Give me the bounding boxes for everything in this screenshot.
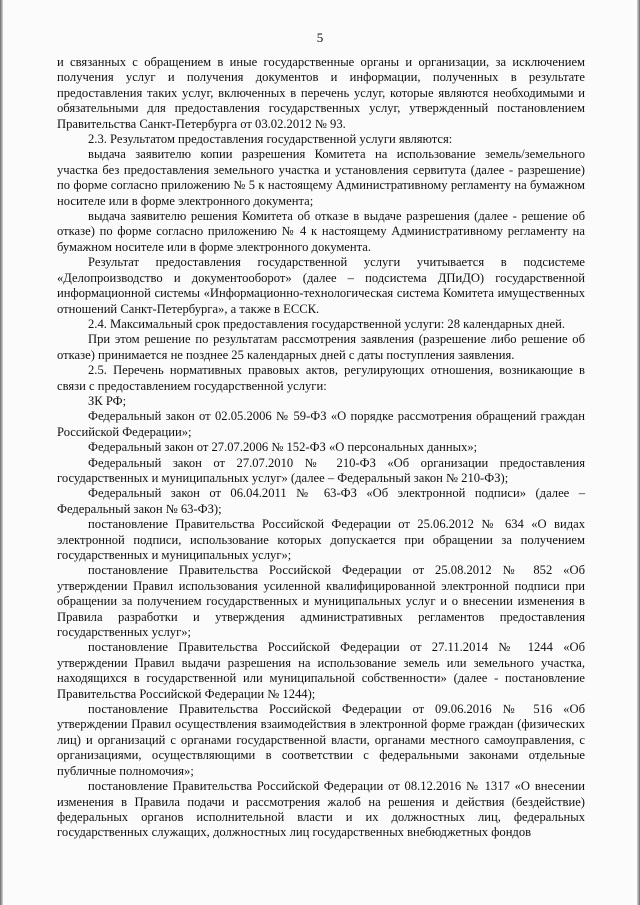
paragraph: ЗК РФ;: [88, 393, 127, 408]
paragraph: 2.5. Перечень нормативных правовых актов, регулирующих отношения, возникающие в связи с предоставлением государственной услуги:: [57, 363, 585, 393]
paragraph: Федеральный закон от 27.07.2010 № 210-ФЗ «Об организации предоставления государственных и муниципальных услуг» (далее – Федеральный закон № 210-ФЗ);: [57, 455, 585, 485]
paragraph: выдача заявителю копии разрешения Комитета на использование земель/земельного участка без предоставления земельного участка и установления сервитута (далее - разрешение) по форме согласно приложению № 5 к настоящему Административному регламенту на бумажном носителе или в форме электронного документа;: [57, 147, 585, 208]
paragraph: постановление Правительства Российской Федерации от 25.08.2012 № 852 «Об утверждении Правил использования усиленной квалифицированной электронной подписи при обращении за получением государственных и муниципальных услуг и о внесении изменения в Правила разработки и утверждения административных регламентов предоставления государственных услуг»;: [57, 563, 585, 640]
paragraph: и связанных с обращением в иные государственные органы и организации, за исключением получения услуг и получения документов и информации, полученных в результате предоставления таких услуг, включенных в перечень услуг, которые являются необходимыми и обязательными для предоставления государственных услуг, утвержденный постановлением Правительства Санкт-Петербурга от 03.02.2012 № 93.: [57, 55, 585, 131]
paragraph: Федеральный закон от 27.07.2006 № 152-ФЗ «О персональных данных»;: [88, 440, 478, 455]
paragraph: постановление Правительства Российской Федерации от 09.06.2016 № 516 «Об утверждении Правил осуществления взаимодействия в электронной форме граждан (физических лиц) и организаций с органами государственной власти, органами местного самоуправления, с организациями, осуществляющими в соответствии с федеральными законами отдельные публичные полномочия»;: [57, 702, 585, 778]
paragraph: 2.4. Максимальный срок предоставления государственной услуги: 28 календарных дней.: [88, 316, 565, 331]
paragraph: выдача заявителю решения Комитета об отказе в выдаче разрешения (далее - решение об отказе) по форме согласно приложению № 4 к настоящему Административному регламенту на бумажном носителе или в форме электронного документа.: [57, 209, 585, 254]
paragraph: 2.3. Результатом предоставления государственной услуги являются:: [88, 132, 453, 147]
paragraph: Федеральный закон от 02.05.2006 № 59-ФЗ «О порядке рассмотрения обращений граждан Российской Федерации»;: [57, 409, 585, 439]
paragraph: Федеральный закон от 06.04.2011 № 63-ФЗ «Об электронной подписи» (далее – Федеральный закон № 63-ФЗ);: [57, 486, 585, 516]
paragraph: Результат предоставления государственной услуги учитывается в подсистеме «Делопроизводство и документооборот» (далее – подсистема ДПиДО) государственной информационной системы «Информационно-технологическая система Комитета имущественных отношений Санкт-Петербурга», а также в ЕССК.: [57, 255, 585, 316]
paragraph: постановление Правительства Российской Федерации от 25.06.2012 № 634 «О видах электронной подписи, использование которых допускается при обращении за получением государственных и муниципальных услуг»;: [57, 517, 585, 562]
paragraph: постановление Правительства Российской Федерации от 27.11.2014 № 1244 «Об утверждении Правил выдачи разрешения на использование земель или земельного участка, находящихся в государственной или муниципальной собственности» (далее - постановление Правительства Российской Федерации № 1244);: [57, 640, 585, 701]
document-body: [57, 55, 585, 841]
paragraph: При этом решение по результатам рассмотрения заявления (разрешение либо решение об отказе) принимается не позднее 25 календарных дней с даты поступления заявления.: [57, 332, 585, 362]
page-number: 5: [316, 30, 324, 45]
paragraph: постановление Правительства Российской Федерации от 08.12.2016 № 1317 «О внесении изменения в Правила подачи и рассмотрения жалоб на решения и действия (бездействие) федеральных органов исполнительной власти и их должностных лиц, федеральных государственных служащих, должностных лиц государственных внебюджетных фондов: [57, 779, 585, 840]
scan-edge-left: [0, 0, 3, 905]
